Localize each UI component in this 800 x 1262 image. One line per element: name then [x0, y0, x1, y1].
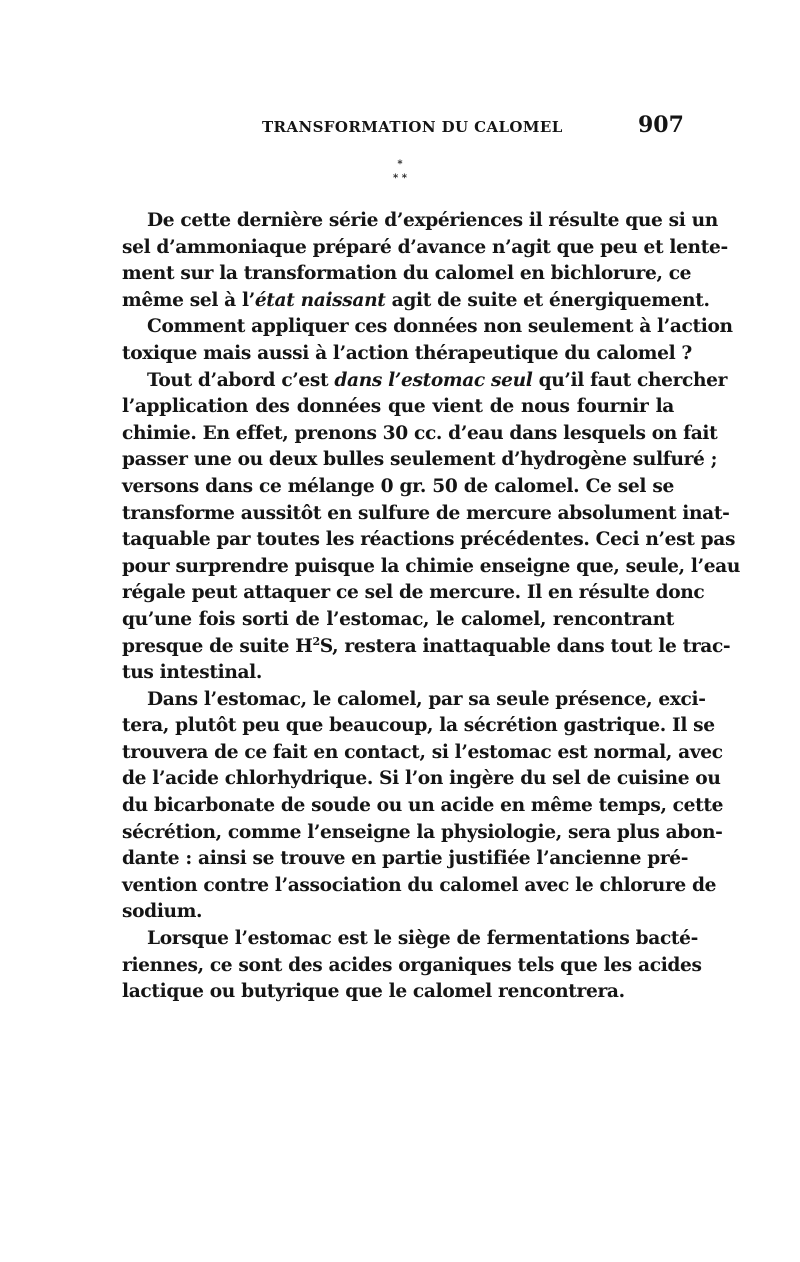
- text-line: [122, 820, 723, 847]
- text-line: [122, 208, 718, 235]
- text-run: trouvera de ce fait en contact, si l’estomac est normal, avec: [122, 741, 723, 763]
- text-run: sécrétion, comme l’enseigne la physiologie, sera plus abon-: [122, 821, 723, 843]
- page-number: 907: [638, 112, 684, 138]
- text-line: [122, 527, 736, 554]
- text-line: [122, 314, 733, 341]
- text-run: taquable par toutes les réactions précédentes. Ceci n’est pas: [122, 529, 736, 551]
- text-run: toxique mais aussi à l’action thérapeutique du calomel ?: [122, 342, 692, 364]
- text-run: tus intestinal.: [122, 662, 263, 684]
- text-run: même sel à l’: [122, 289, 255, 311]
- text-run: De cette dernière série d’expériences il résulte que si un: [147, 210, 718, 231]
- text-run: tera, plutôt peu que beaucoup, la sécrétion gastrique. Il se: [122, 715, 715, 737]
- text-run: presque de suite H: [122, 635, 313, 657]
- italic-phrase: dans l’estomac seul: [334, 369, 533, 391]
- running-head: [0, 112, 800, 142]
- text-run: régale peut attaquer ce sel de mercure. Il en résulte donc: [122, 582, 705, 604]
- text-line: [122, 261, 692, 288]
- text-run: Comment appliquer ces données non seulement à l’action: [147, 316, 733, 338]
- text-line: [122, 766, 721, 793]
- text-line: [122, 554, 741, 581]
- text-run: pour surprendre puisque la chimie enseigne que, seule, l’eau: [122, 555, 741, 577]
- text-run: S, restera inattaquable dans tout le trac-: [319, 635, 731, 657]
- text-run: lactique ou butyrique que le calomel rencontrera.: [122, 981, 625, 1003]
- text-line: [122, 341, 692, 368]
- text-run: riennes, ce sont des acides organiques tels que les acides: [122, 954, 702, 976]
- text-line: [122, 474, 674, 501]
- text-line: [122, 580, 705, 607]
- text-line: [122, 607, 674, 634]
- text-run: Lorsque l’estomac est le siège de fermentations bacté-: [147, 928, 699, 950]
- text-run: l’application des données que vient de nous fournir la: [122, 396, 674, 418]
- text-run: passer une ou deux bulles seulement d’hydrogène sulfuré ;: [122, 449, 718, 471]
- text-line: [122, 740, 723, 767]
- text-run: dante : ainsi se trouve en partie justifiée l’ancienne pré-: [122, 848, 689, 870]
- text-line: [122, 926, 699, 953]
- superscript: 2: [312, 634, 320, 648]
- text-line: [122, 634, 731, 661]
- text-run: versons dans ce mélange 0 gr. 50 de calomel. Ce sel se: [122, 475, 674, 497]
- text-line: [122, 713, 715, 740]
- text-line: [122, 235, 728, 262]
- text-run: qu’il faut chercher: [532, 369, 728, 391]
- text-line: [122, 687, 706, 714]
- text-run: chimie. En effet, prenons 30 cc. d’eau dans lesquels on fait: [122, 422, 718, 444]
- text-run: transforme aussitôt en sulfure de mercure absolument inat-: [122, 502, 730, 524]
- text-line: [122, 421, 718, 448]
- body-text: [122, 208, 741, 1006]
- text-line: [122, 660, 674, 687]
- text-run: Tout d’abord c’est: [147, 369, 335, 391]
- text-line: [122, 846, 689, 873]
- text-run: agit de suite et énergiquement.: [385, 289, 710, 311]
- ornament-top-star: *: [397, 159, 403, 170]
- text-run: de l’acide chlorhydrique. Si l’on ingère du sel de cuisine ou: [122, 768, 721, 790]
- text-run: sodium.: [122, 901, 203, 923]
- text-run: sel d’ammoniaque préparé d’avance n’agit que peu et lente-: [122, 236, 728, 258]
- ornament-bottom-stars: * *: [393, 173, 407, 184]
- section-ornament: [0, 158, 800, 186]
- text-run: vention contre l’association du calomel avec le chlorure de: [122, 874, 717, 896]
- text-line: [122, 899, 674, 926]
- text-line: [122, 979, 674, 1006]
- text-line: [122, 501, 730, 528]
- running-title: TRANSFORMATION DU CALOMEL: [262, 118, 563, 136]
- text-run: ment sur la transformation du calomel en bichlorure, ce: [122, 263, 692, 285]
- text-run: du bicarbonate de soude ou un acide en même temps, cette: [122, 795, 724, 817]
- text-run: Dans l’estomac, le calomel, par sa seule présence, exci-: [147, 688, 706, 710]
- text-line: [122, 447, 718, 474]
- text-line: [122, 394, 674, 421]
- text-run: qu’une fois sorti de l’estomac, le calomel, rencontrant: [122, 608, 674, 630]
- text-line: [122, 793, 724, 820]
- text-line: [122, 368, 728, 395]
- text-line: [122, 288, 710, 315]
- text-line: [122, 873, 717, 900]
- text-line: [122, 953, 702, 980]
- italic-phrase: état naissant: [254, 289, 386, 311]
